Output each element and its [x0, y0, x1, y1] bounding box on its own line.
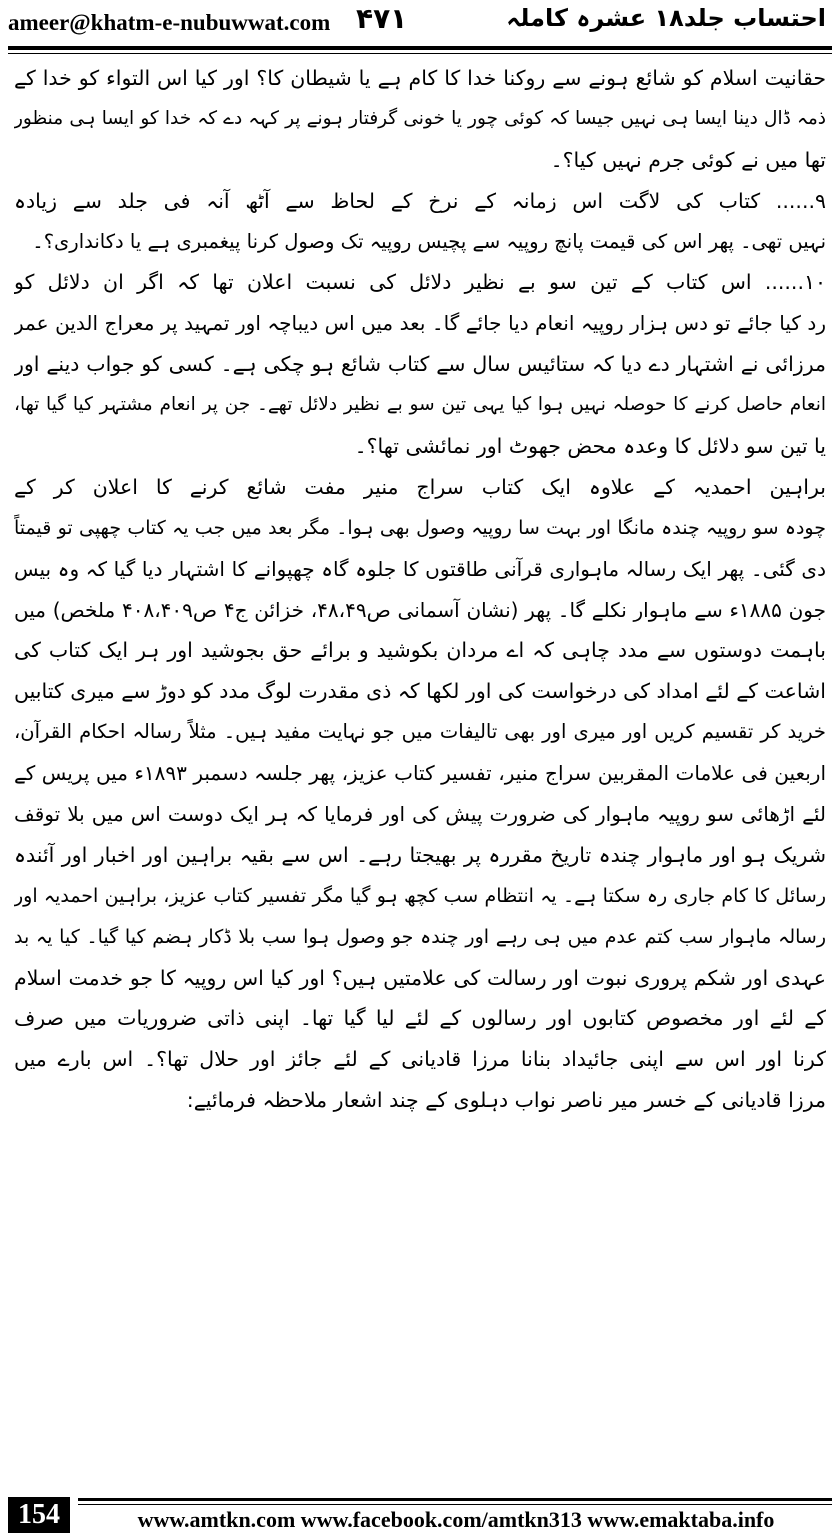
footer-page-number: 154 [8, 1497, 70, 1533]
text-line: کے لئے اور مخصوص کتابوں اور رسالوں کے لئے لیا گیا تھا۔ اپنی ذاتی ضروریات میں صرف [14, 1006, 826, 1031]
text-line: ذمہ ڈال دینا ایسا ہی نہیں جیسا کہ کوئی چور یا خونی گرفتار ہونے پر کہہ دے کہ خدا کو ایسا ہی منظور [14, 107, 826, 129]
footer-rule-thin [78, 1504, 832, 1505]
text-line: شریک ہو اور ماہوار چندہ تاریخ مقررہ پر بھیجتا رہے۔ اس سے بقیہ براہین اور اخبار اور آئندہ [14, 842, 826, 867]
header-rule-thick [8, 46, 832, 50]
header-email: ameer@khatm-e-nubuwwat.com [8, 10, 331, 35]
body-text [14, 58, 826, 1121]
text-line: تھا میں نے کوئی جرم نہیں کیا؟۔ [550, 147, 826, 172]
text-line: براہین احمدیہ کے علاوہ ایک کتاب سراج منیر مفت شائع کرنے کا اعلان کر کے [14, 474, 826, 499]
text-line: نہیں تھی۔ پھر اس کی قیمت پانچ روپیہ سے پچیس روپیہ تک وصول کرنا پیغمبری ہے یا دکانداری؟۔ [32, 229, 826, 253]
text-line: مرزا قادیانی کے خسر میر ناصر نواب دہلوی کے چند اشعار ملاحظہ فرمائیے: [186, 1088, 826, 1113]
text-line: عہدی اور شکم پروری نبوت اور رسالت کی علامتیں ہیں؟ اور کیا اس روپیہ کا جو خدمت اسلام [14, 965, 826, 990]
text-line: یا تین سو دلائل کا وعدہ محض جھوٹ اور نمائشی تھا؟۔ [354, 434, 826, 459]
text-line: مرزائی نے اشتہار دے دیا کہ ستائیس سال سے کتاب شائع ہو چکی ہے۔ کسی کو جواب دینے اور [14, 352, 826, 377]
text-line: انعام حاصل کرنے کا حوصلہ نہیں ہوا کیا یہی تین سو بے نظیر دلائل تھے۔ جن پر انعام مشتہر کیا گیا تھا، [14, 394, 826, 416]
footer-links: www.amtkn.com www.facebook.com/amtkn313 www.emaktaba.info [137, 1507, 775, 1532]
text-line: رسالہ ماہوار سب کتم عدم میں ہی رہے اور چندہ جو وصول ہوا سب بلا ڈکار ہضم کیا گیا۔ کیا یہ بد [14, 925, 826, 948]
text-line: اربعین فی علامات المقربین سراج منیر، تفسیر کتاب عزیز، پھر جلسہ دسمبر ۱۸۹۳ء میں پریس کے [14, 761, 826, 786]
text-line: حقانیت اسلام کو شائع ہونے سے روکنا خدا کا کام ہے یا شیطان کا؟ اور کیا اس التواء کو خدا کے [14, 66, 826, 90]
text-line: ۱۰...... اس کتاب کے تین سو بے نظیر دلائل کی نسبت اعلان تھا کہ اگر ان دلائل کو [14, 270, 826, 295]
text-line: خرید کر تقسیم کریں اور میری اور بھی تالیفات میں جو نہایت مفید ہیں۔ مثلاً رسالہ احکام القرآن، [14, 720, 826, 744]
text-line: رسائل کا کام جاری رہ سکتا ہے۔ یہ انتظام سب کچھ ہو گیا مگر تفسیر کتاب عزیز، براہین احمدیہ اور [14, 884, 826, 907]
header-rule-thin [8, 53, 832, 54]
page-header [0, 0, 840, 46]
text-line: چودہ سو روپیہ چندہ مانگا اور بہت سا روپیہ وصول بھی ہوا۔ مگر بعد میں جب یہ کتاب چھپی تو قیمتاً [14, 516, 826, 539]
footer-rule-thick [78, 1498, 832, 1501]
text-line: جون ۱۸۸۵ء سے ماہوار نکلے گا۔ پھر (نشان آسمانی ص۴۸،۴۹، خزائن ج۴ ص۴۰۸،۴۰۹ ملخص) میں [14, 597, 826, 622]
header-book-title: احتساب جلد۱۸ عشرہ کاملہ [506, 4, 826, 32]
text-line: دی گئی۔ پھر ایک رسالہ ماہواری قرآنی طاقتوں کا جلوہ گاہ چھپوانے کا اشتہار دیا گیا کہ وہ بیس [14, 556, 826, 581]
text-line: ۹...... کتاب کی لاگت اس زمانہ کے نرخ کے لحاظ سے آٹھ آنہ فی جلد سے زیادہ [14, 188, 826, 213]
text-line: اشاعت کے لئے امداد کی درخواست کی اور لکھا کہ ذی مقدرت لوگ مدد کو دوڑ سے میری کتابیں [14, 679, 826, 704]
text-line: باہمت دوستوں سے مدد چاہی کہ اے مردان بکوشید و برائے حق بجوشید اور ہر ایک کتاب کی [14, 638, 826, 663]
header-page-marker: ۴۷۱ [356, 2, 408, 35]
text-line: کرنا اور اس سے اپنی جائیداد بنانا مرزا قادیانی کے لئے جائز اور حلال تھا؟۔ اس بارے میں [14, 1047, 826, 1072]
text-line: لئے اڑھائی سو روپیہ ماہوار کی ضرورت پیش کی اور فرمایا کہ ہر ایک دوست اس میں بلا توقف [14, 802, 826, 827]
text-line: رد کیا جائے تو دس ہزار روپیہ انعام دیا جائے گا۔ بعد میں اس دیباچہ اور تمہید پر معراج الدین عمر [14, 311, 826, 336]
